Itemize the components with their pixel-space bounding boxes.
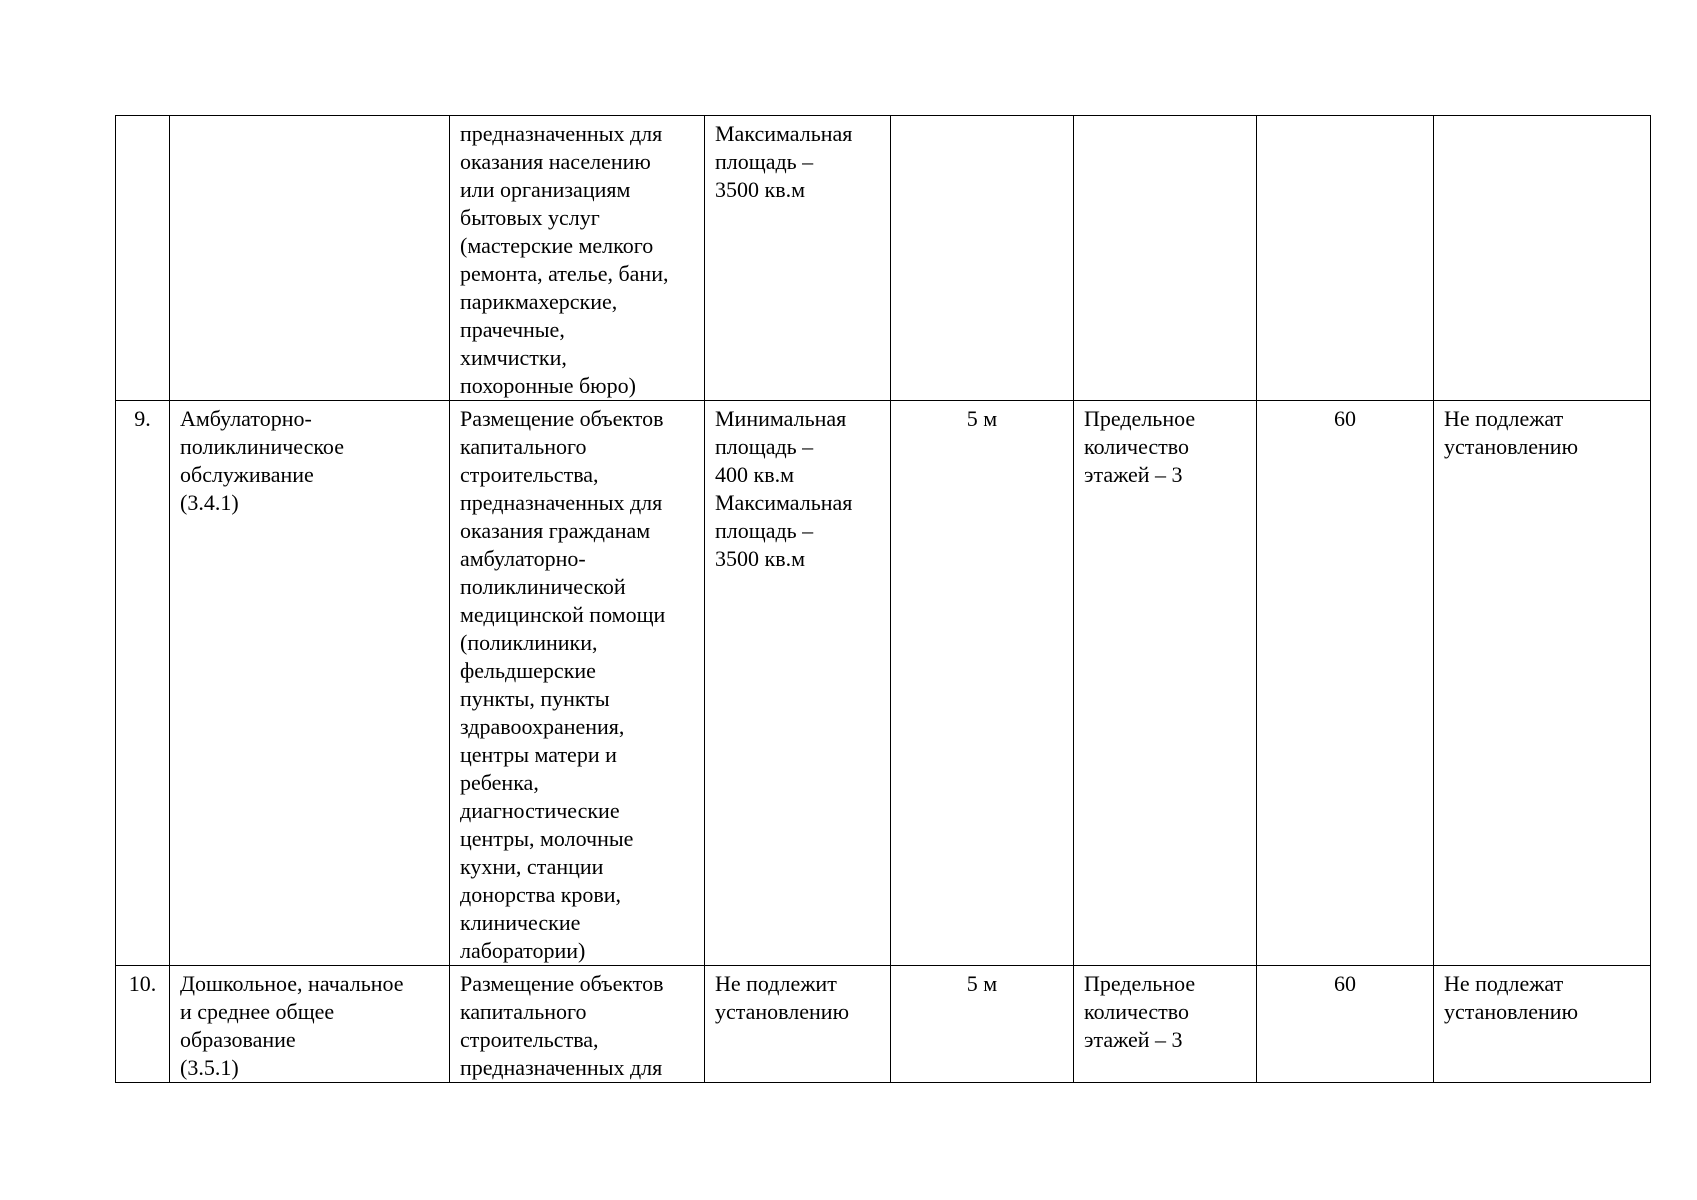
coverage-cell: 60 bbox=[1257, 966, 1434, 1083]
description-cell: Размещение объектов капитального строительства, предназначенных для bbox=[450, 966, 705, 1083]
other-params-cell: Не подлежат установлению bbox=[1434, 966, 1651, 1083]
land-use-name-cell: Дошкольное, начальное и среднее общее образование (3.5.1) bbox=[170, 966, 450, 1083]
row-number-cell: 9. bbox=[116, 401, 170, 966]
land-use-name-cell bbox=[170, 116, 450, 401]
row-number-cell bbox=[116, 116, 170, 401]
setback-cell: 5 м bbox=[891, 966, 1074, 1083]
plot-area-cell: Минимальная площадь – 400 кв.м Максимальная площадь – 3500 кв.м bbox=[705, 401, 891, 966]
table-row bbox=[116, 966, 1651, 1083]
coverage-cell: 60 bbox=[1257, 401, 1434, 966]
description-cell: Размещение объектов капитального строительства, предназначенных для оказания гражданам амбулаторно- поликлинической медицинской помощи (поликлиники, фельдшерские пункты, пункты здравоохранения, центры матери и ребенка, диагностические центры, молочные кухни, станции донорства крови, клинические лаборатории) bbox=[450, 401, 705, 966]
land-use-name-cell: Амбулаторно- поликлиническое обслуживание (3.4.1) bbox=[170, 401, 450, 966]
floors-cell: Предельное количество этажей – 3 bbox=[1074, 966, 1257, 1083]
setback-cell bbox=[891, 116, 1074, 401]
setback-cell: 5 м bbox=[891, 401, 1074, 966]
other-params-cell: Не подлежат установлению bbox=[1434, 401, 1651, 966]
plot-area-cell: Не подлежит установлению bbox=[705, 966, 891, 1083]
table-row bbox=[116, 116, 1651, 401]
row-number-cell: 10. bbox=[116, 966, 170, 1083]
regulations-table bbox=[115, 115, 1651, 1083]
description-cell: предназначенных для оказания населению или организациям бытовых услуг (мастерские мелкого ремонта, ателье, бани, парикмахерские, прачечные, химчистки, похоронные бюро) bbox=[450, 116, 705, 401]
other-params-cell bbox=[1434, 116, 1651, 401]
plot-area-cell: Максимальная площадь – 3500 кв.м bbox=[705, 116, 891, 401]
coverage-cell bbox=[1257, 116, 1434, 401]
floors-cell: Предельное количество этажей – 3 bbox=[1074, 401, 1257, 966]
table-row bbox=[116, 401, 1651, 966]
floors-cell bbox=[1074, 116, 1257, 401]
